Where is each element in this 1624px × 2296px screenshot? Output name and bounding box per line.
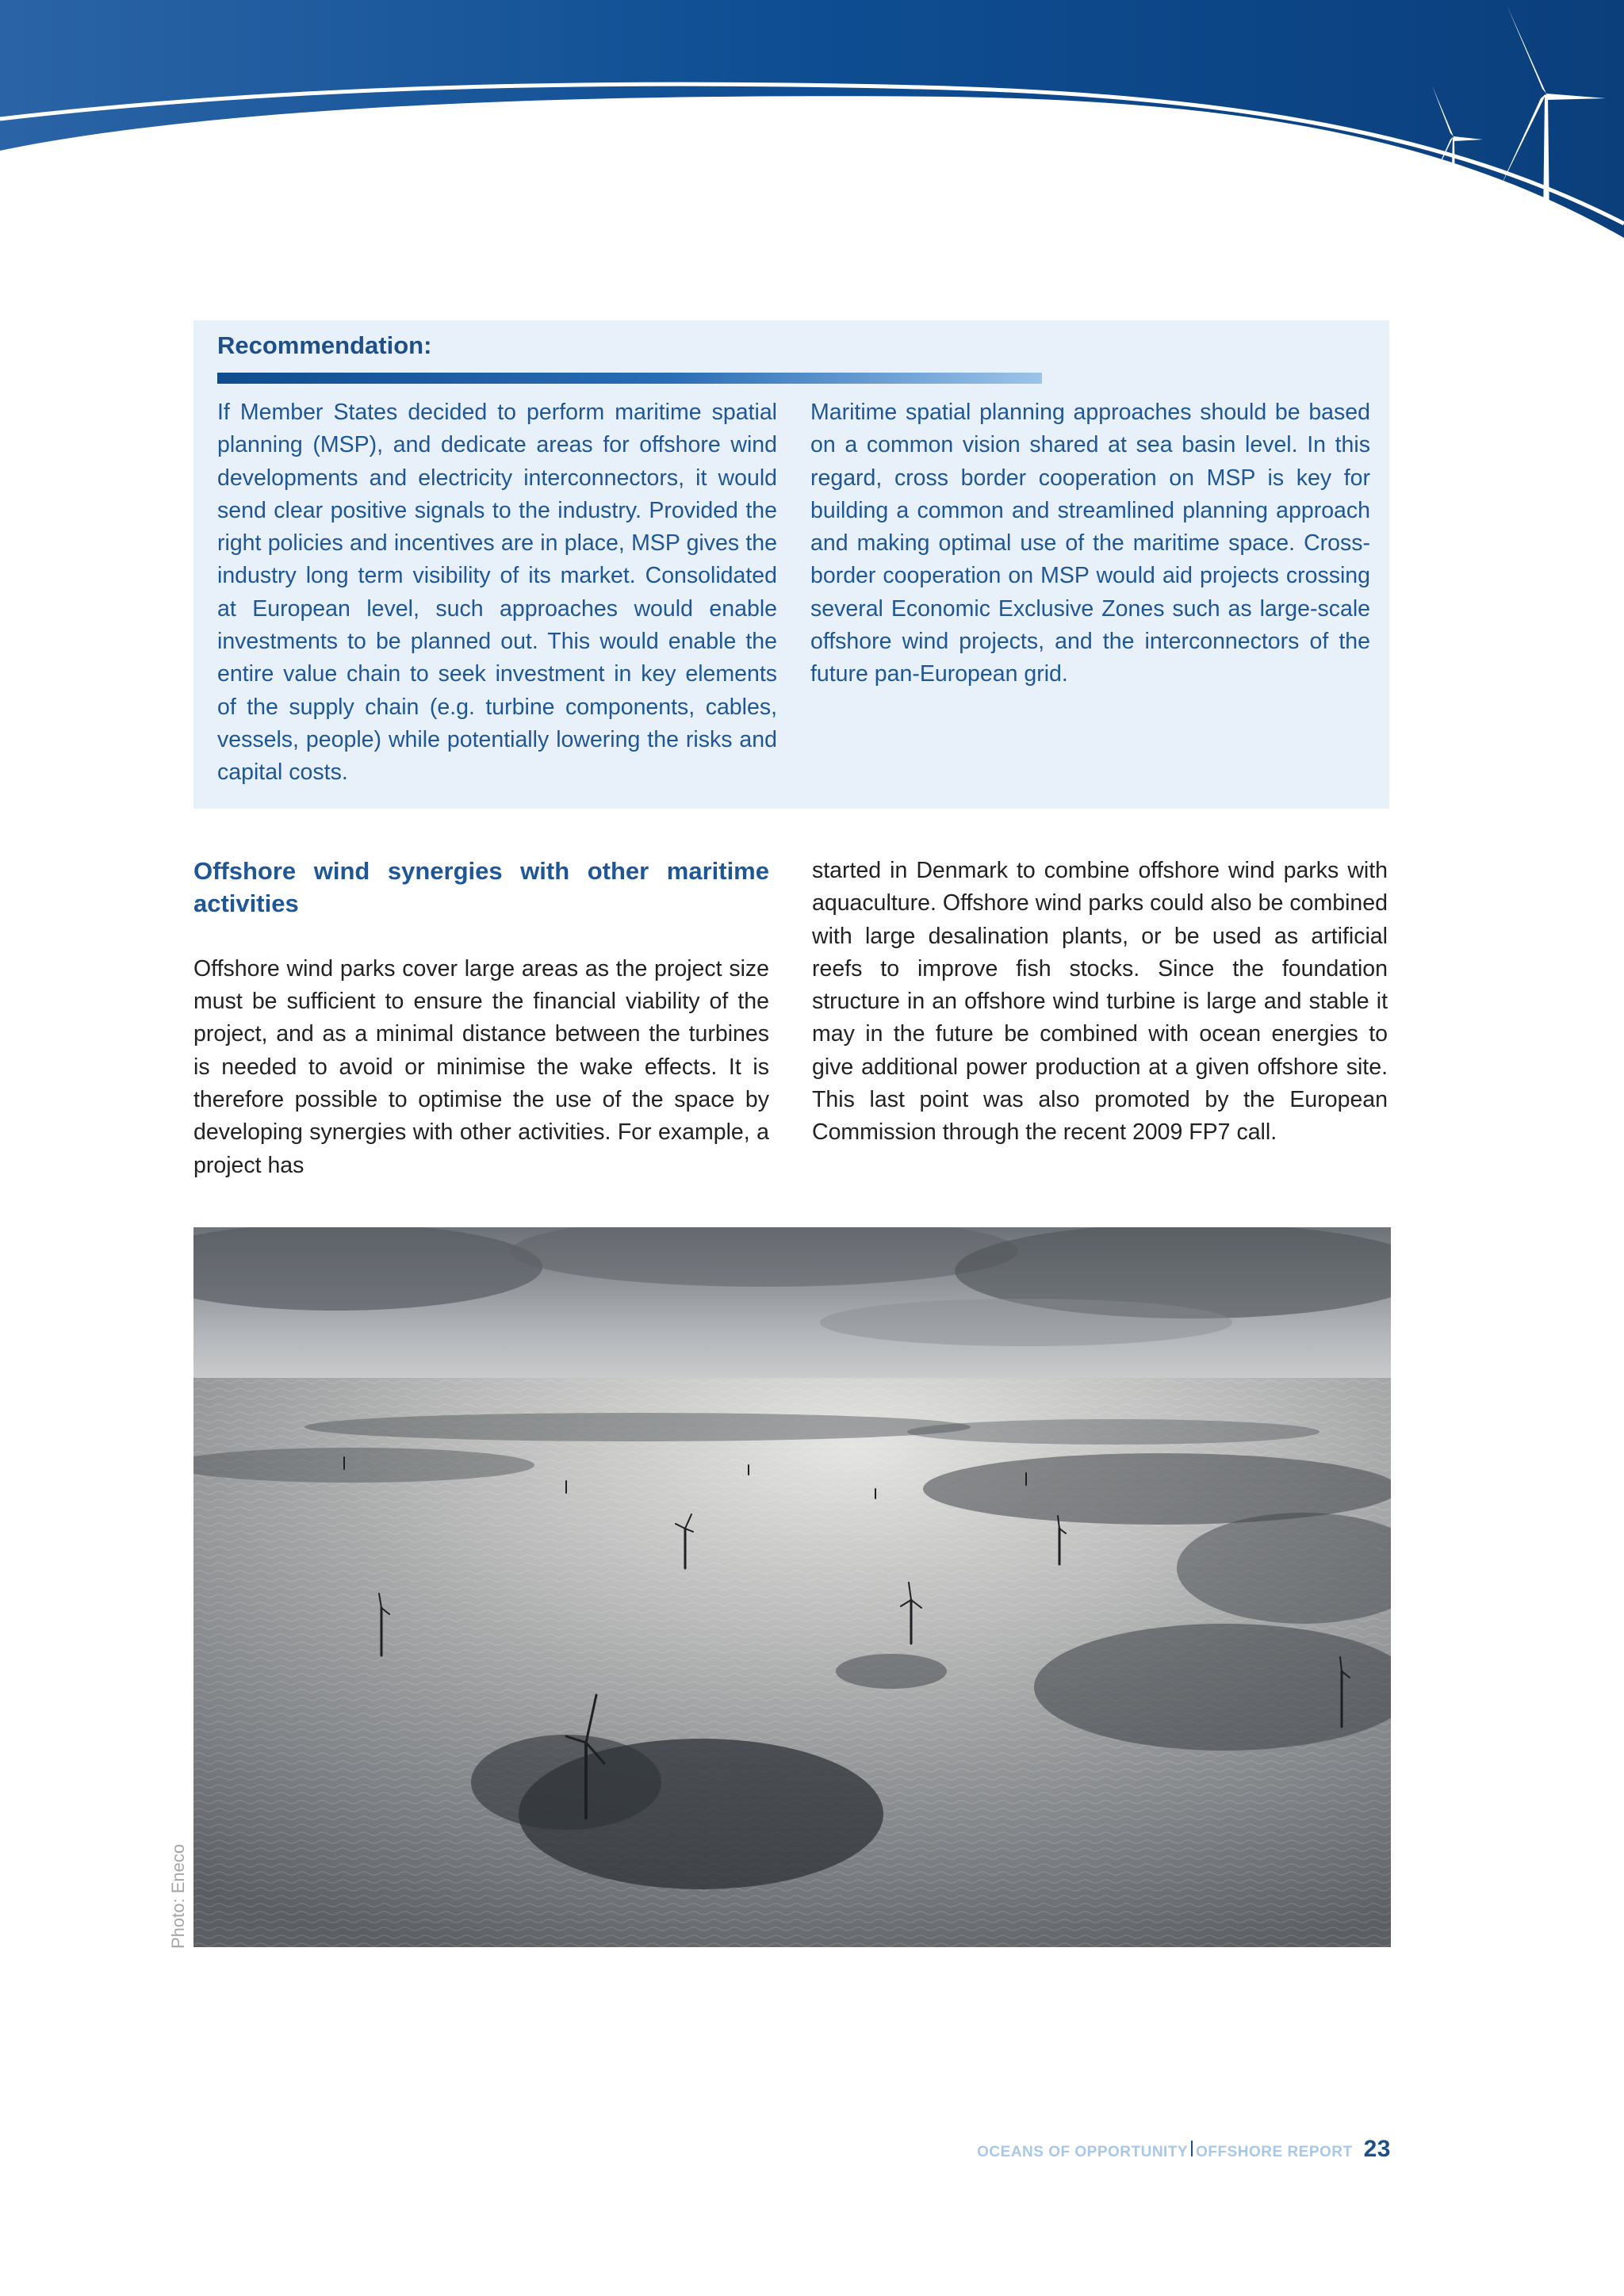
page-footer [977,2136,1391,2163]
page-number: 23 [1363,2136,1391,2162]
recommendation-gradient-bar [217,373,1042,384]
body-right-paragraph: started in Denmark to combine offshore wind parks with aquaculture. Offshore wind parks could also be combined with large desalination plants, or be used as artificial reefs to improve fish stocks. Since the foundation structure in an offshore wind turbine is large and stable it may in the future be combined with ocean energies to give additional power production at a given offshore site. This last point was also promoted by the European Commission through the recent 2009 FP7 call. [812,858,1388,1146]
header-banner [0,0,1624,254]
footer-report-title: OFFSHORE REPORT [1196,2144,1353,2160]
photo-credit: Photo: Eneco [168,1843,188,1949]
body-left-column [193,855,769,1182]
recommendation-right-text: Maritime spatial planning approaches should be based on a common vision shared at sea basin level. In this regard, cross border cooperation on MSP is key for building a common and streamlined planning approach and making optimal use of the maritime space. Cross-border cooperation on MSP would aid projects crossing several Economic Exclusive Zones such as large-scale offshore wind projects, and the interconnectors of the future pan-European grid. [810,400,1370,687]
recommendation-box [193,320,1389,809]
footer-separator [1191,2141,1193,2156]
section-heading: Offshore wind synergies with other maritime activities [193,857,769,918]
recommendation-title: Recommendation: [217,331,432,359]
offshore-wind-farm-photo [193,1227,1391,1947]
body-right-column [812,855,1388,1150]
footer-publication-title: OCEANS OF OPPORTUNITY [977,2144,1189,2160]
recommendation-left-text: If Member States decided to perform maritime spatial planning (MSP), and dedicate areas for offshore wind developments and electricity interconnectors, it would send clear positive signals to the industry. Provided the right policies and incentives are in place, MSP gives the industry long term visibility of its market. Consolidated at European level, such approaches would enable investments to be planned out. This would enable the entire value chain to seek investment in key elements of the supply chain (e.g. turbine components, cables, vessels, people) while potentially lowering the risks and capital costs. [217,400,777,786]
body-left-paragraph: Offshore wind parks cover large areas as the project size must be sufficient to ensure the financial viability of the project, and as a minimal distance between the turbines is needed to avoid or minimise the wake effects. It is therefore possible to optimise the use of the space by developing synergies with other activities. For example, a project has [193,955,769,1178]
